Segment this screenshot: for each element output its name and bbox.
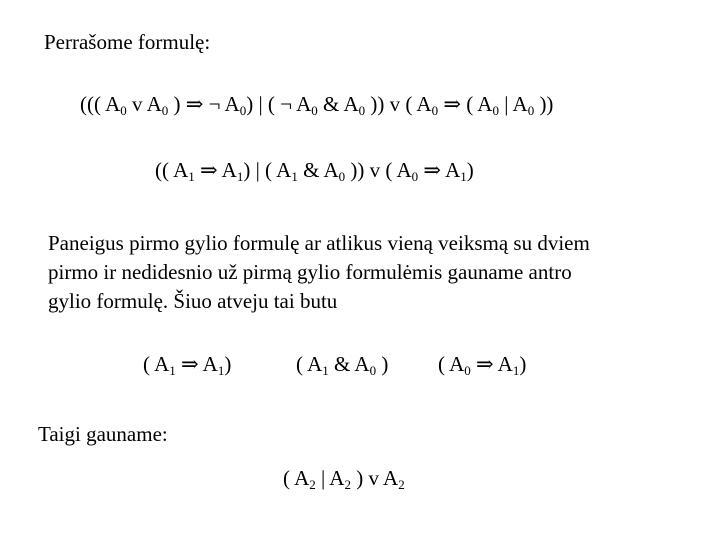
row-formula-3: ( $A_0$ ⇒ $A_1$) [438,352,527,378]
paragraph-line: gylio formulę. Šiuo atveju tai butu [48,289,338,313]
paragraph-line: pirmo ir nedidesnio už pirmą gylio formulėmis gauname antro [48,260,572,284]
formula-2: (( $A_1$ ⇒ $A_1$) | ( $A_1$ & $A_0$ )) v ( $A_0$ ⇒ $A_1$) [155,158,474,184]
conclusion-text: Taigi gauname: [38,422,168,446]
formula-1: ((( $A_0$ v $A_0$ ) ⇒ ¬ $A_0$) | ( ¬ $A_0$ & $A_0$ )) v ( $A_0$ ⇒ ( $A_0$ | $A_0$ )) [80,92,554,118]
row-formula-2: ( $A_1$ & $A_0$ ) [296,352,389,378]
result-formula: ( $A_2$ | $A_2$ ) v $A_2$ [283,466,405,492]
paragraph-line: Paneigus pirmo gylio formulę ar atlikus vieną veiksmą su dviem [48,231,590,255]
explanation-paragraph [48,229,688,316]
row-formula-1: ( $A_1$ ⇒ $A_1$) [143,352,232,378]
intro-text: Perrašome formulę: [44,30,211,54]
